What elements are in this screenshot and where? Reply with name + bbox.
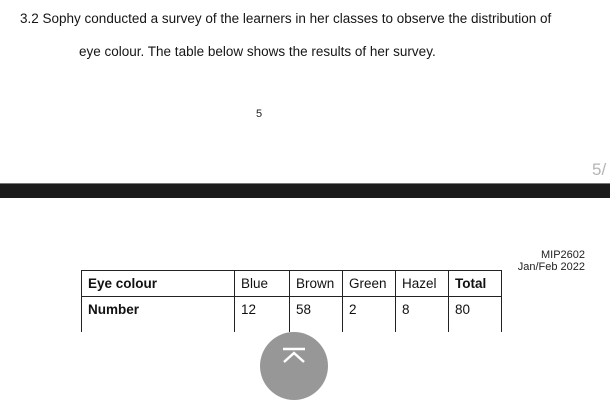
chevron-up-bar-icon [281, 347, 307, 367]
table-cell: Blue [235, 271, 290, 297]
table-header-row [82, 271, 502, 297]
scroll-to-top-button[interactable] [260, 332, 328, 400]
table-cell: 80 [449, 297, 502, 333]
table-cell: 12 [235, 297, 290, 333]
eye-colour-table [81, 270, 502, 332]
page-number: 5 [256, 108, 263, 120]
table-cell: Eye colour [82, 271, 235, 297]
table-cell: Total [449, 271, 502, 297]
table-cell: 2 [343, 297, 396, 333]
question-text-line-1: 3.2 Sophy conducted a survey of the learners in her classes to observe the distribution of [20, 11, 552, 26]
page-divider [0, 183, 610, 198]
module-code: MIP2602 [540, 249, 585, 261]
table-cell: Green [343, 271, 396, 297]
table-cell: Brown [290, 271, 343, 297]
table-cell: 58 [290, 297, 343, 333]
table-row [82, 297, 502, 333]
table-cell: 8 [396, 297, 449, 333]
document-meta [518, 249, 585, 273]
question-text-line-2: eye colour. The table below shows the results of her survey. [79, 44, 436, 59]
exam-session: Jan/Feb 2022 [517, 261, 585, 273]
table-cell: Number [82, 297, 235, 333]
table-cell: Hazel [396, 271, 449, 297]
page-counter: 5/ [592, 160, 607, 179]
